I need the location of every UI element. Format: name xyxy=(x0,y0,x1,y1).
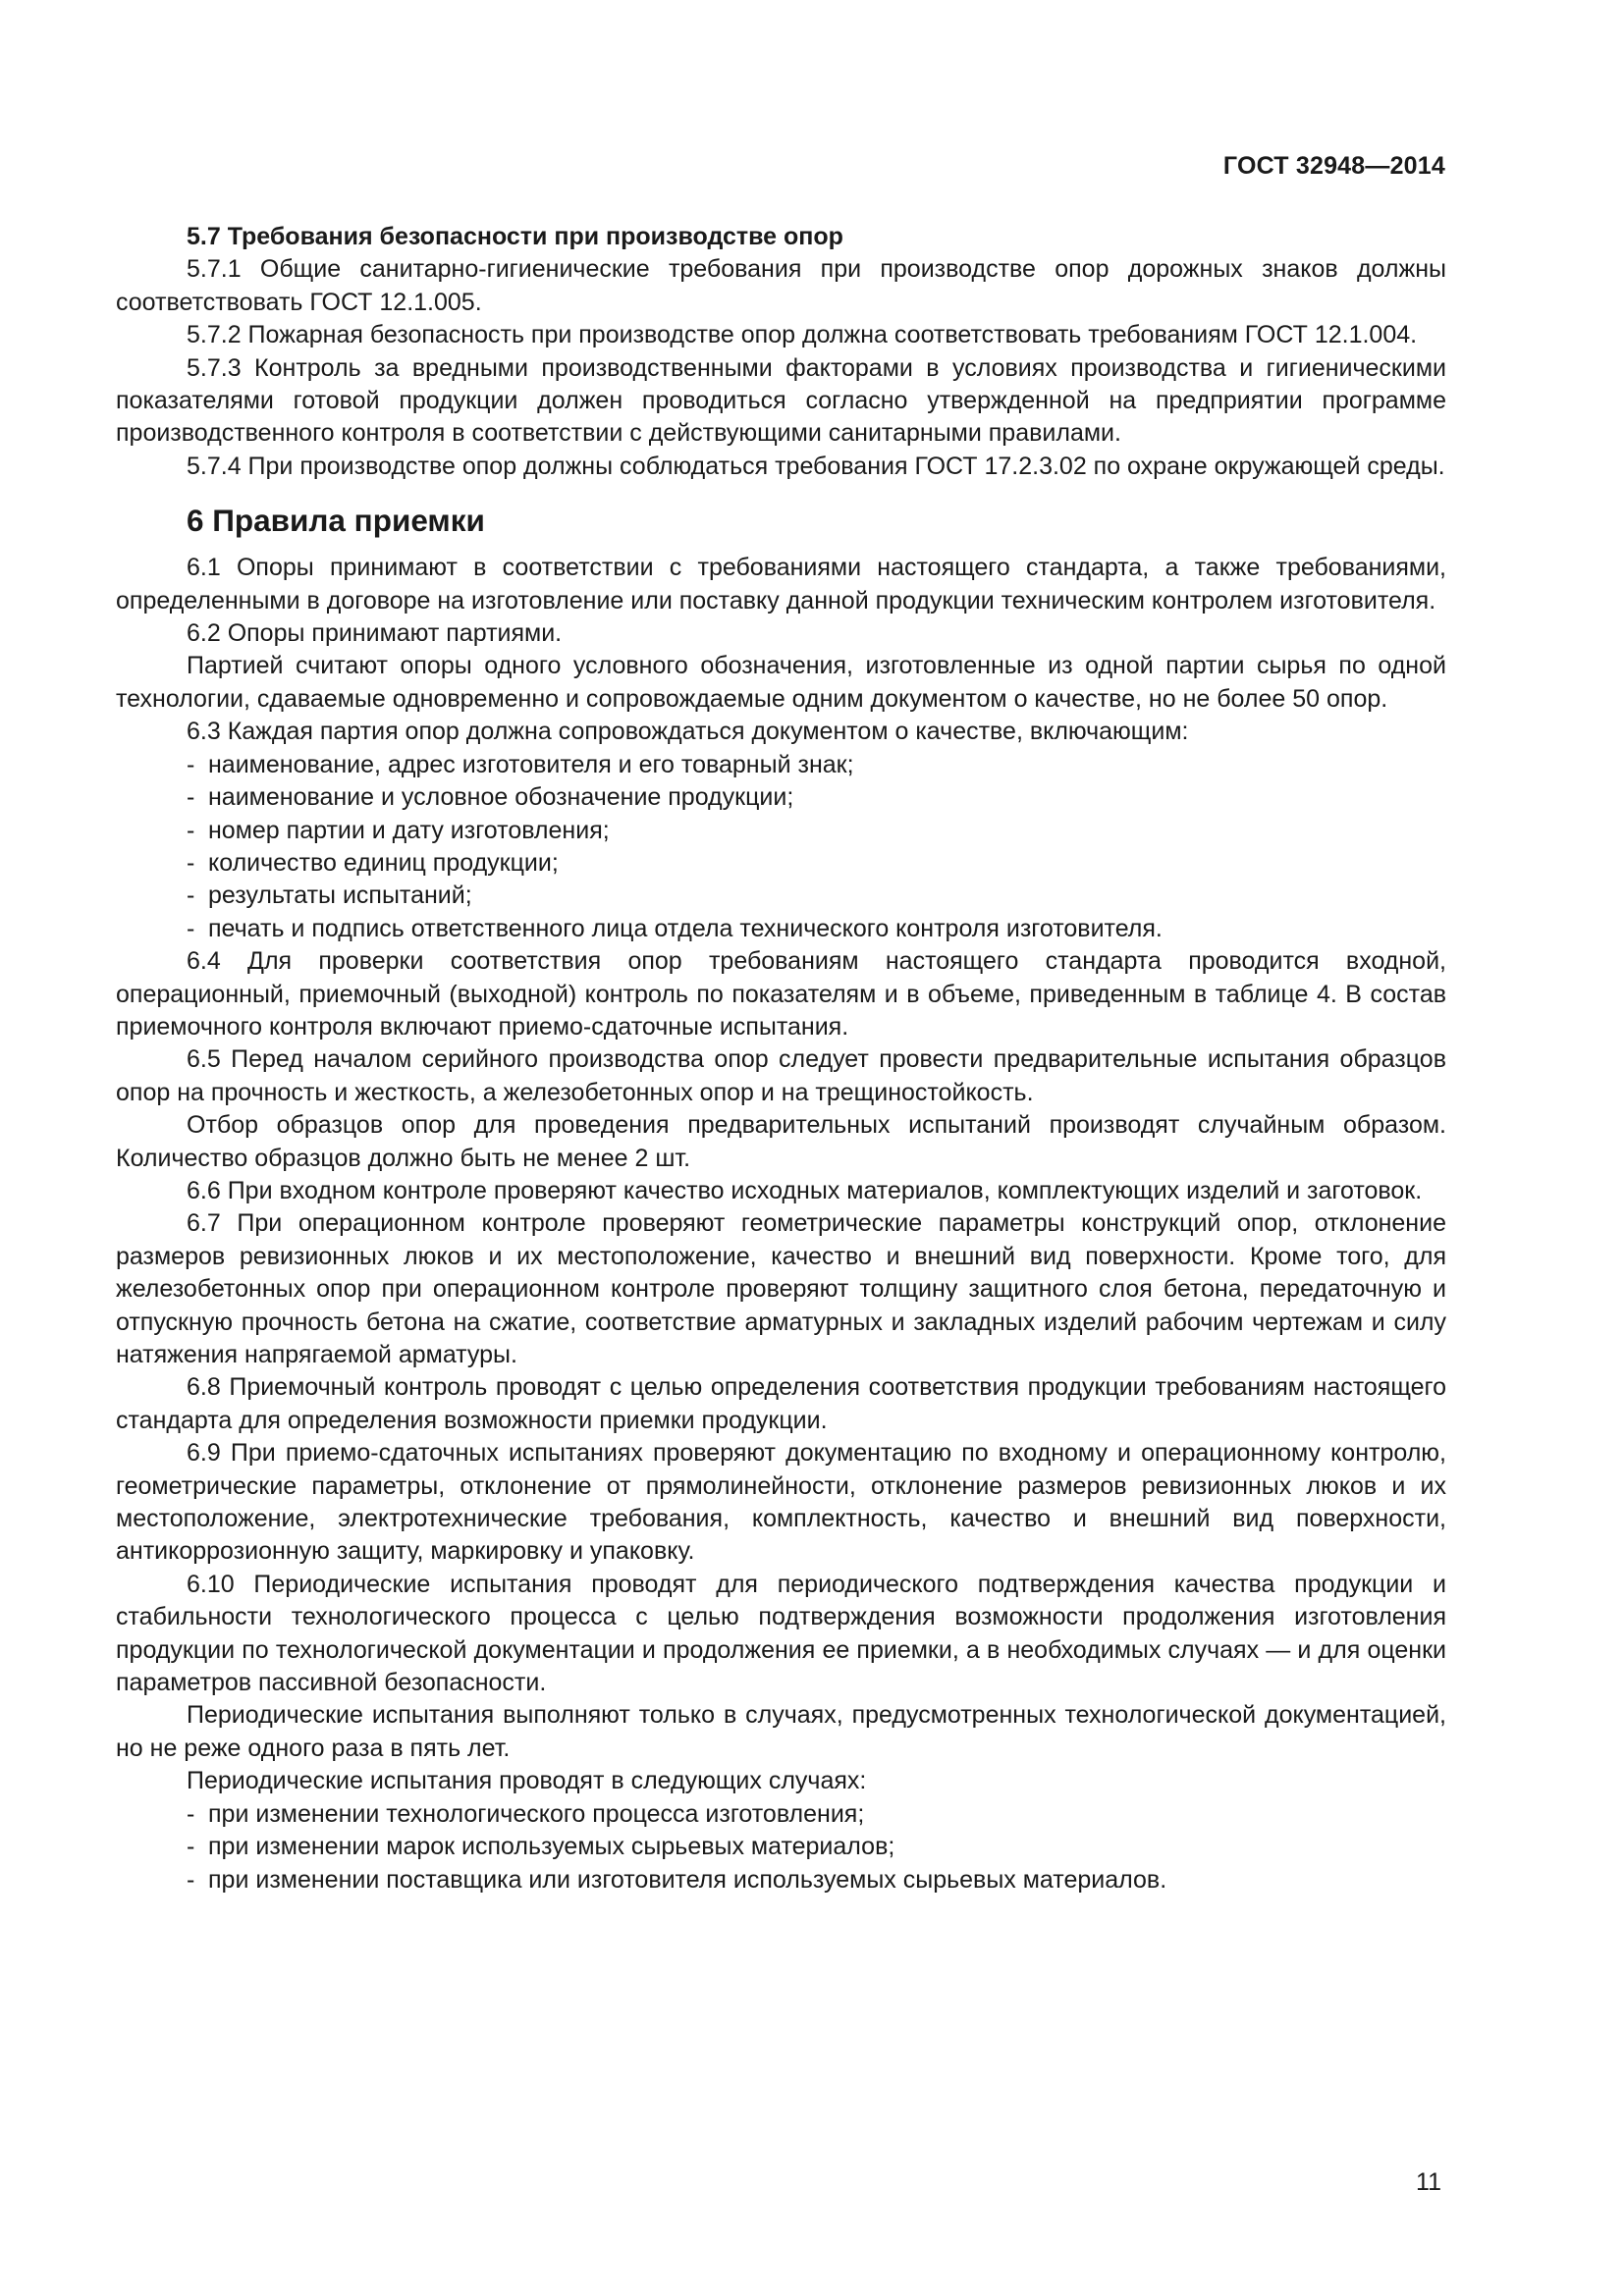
paragraph-6-8: 6.8 Приемочный контроль проводят с целью определения соответствия продукции требованиям настоящего стандарта для определения возможности приемки продукции. xyxy=(116,1373,1446,1434)
page-content xyxy=(116,221,1446,1896)
paragraph-5-7-4: 5.7.4 При производстве опор должны соблюдаться требования ГОСТ 17.2.3.02 по охране окружающей среды. xyxy=(187,452,1445,480)
paragraph-6-5: 6.5 Перед началом серийного производства опор следует провести предварительные испытания образцов опор на прочность и жесткость, а железобетонных опор и на трещиностойкость. xyxy=(116,1045,1446,1106)
paragraph-6-10-frequency: Периодические испытания выполняют только в случаях, предусмотренных технологической документацией, но не реже одного раза в пять лет. xyxy=(116,1701,1446,1762)
list-item: - при изменении марок используемых сырьевых материалов; xyxy=(187,1831,1446,1863)
list-item: - наименование, адрес изготовителя и его товарный знак; xyxy=(187,749,1446,781)
list-item: - при изменении поставщика или изготовителя используемых сырьевых материалов. xyxy=(187,1864,1446,1896)
list-item: - результаты испытаний; xyxy=(187,880,1446,912)
section-5-7-heading: 5.7 Требования безопасности при производстве опор xyxy=(187,223,843,250)
paragraph-6-3: 6.3 Каждая партия опор должна сопровождаться документом о качестве, включающим: xyxy=(187,718,1189,746)
document-id-header: ГОСТ 32948—2014 xyxy=(1222,152,1445,180)
page-number: 11 xyxy=(1416,2168,1441,2196)
paragraph-6-6: 6.6 При входном контроле проверяют качество исходных материалов, комплектующих изделий и заготовок. xyxy=(187,1176,1423,1204)
paragraph-5-7-1: 5.7.1 Общие санитарно-гигиенические требования при производстве опор дорожных знаков должны соответствовать ГОСТ 12.1.005. xyxy=(116,255,1446,316)
list-item: - номер партии и дату изготовления; xyxy=(187,815,1446,847)
list-item: - наименование и условное обозначение продукции; xyxy=(187,781,1446,814)
paragraph-6-5-sampling: Отбор образцов опор для проведения предварительных испытаний производят случайным образом. Количество образцов должно быть не менее 2 шт. xyxy=(116,1111,1446,1172)
list-item: - количество единиц продукции; xyxy=(187,847,1446,880)
list-item: - при изменении технологического процесса изготовления; xyxy=(187,1798,1446,1831)
paragraph-6-10-cases: Периодические испытания проводят в следующих случаях: xyxy=(187,1767,867,1795)
list-6-3-quality-document xyxy=(116,749,1446,945)
paragraph-6-9: 6.9 При приемо-сдаточных испытаниях проверяют документацию по входному и операционному контролю, геометрические параметры, отклонение от прямолинейности, отклонение размеров ревизионных люков и их местоположение, электротехнические требования, комплектность, качество и внешний вид поверхности, антикоррозионную защиту, маркировку и упаковку. xyxy=(116,1439,1446,1566)
paragraph-5-7-2: 5.7.2 Пожарная безопасность при производстве опор должна соответствовать требованиям ГОСТ 12.1.004. xyxy=(187,321,1418,349)
paragraph-6-4: 6.4 Для проверки соответствия опор требованиям настоящего стандарта проводится входной, операционный, приемочный (выходной) контроль по показателям и в объеме, приведенным в таблице 4. В состав приемочного контроля включают приемо-сдаточные испытания. xyxy=(116,947,1446,1041)
paragraph-6-7: 6.7 При операционном контроле проверяют геометрические параметры конструкций опор, отклонение размеров ревизионных люков и их местоположение, качество и внешний вид поверхности. Кроме того, для железобетонных опор при операционном контроле проверяют толщину защитного слоя бетона, передаточную и отпускную прочность бетона на сжатие, соответствие арматурных и закладных изделий рабочим чертежам и силу натяжения напрягаемой арматуры. xyxy=(116,1209,1446,1368)
paragraph-6-10: 6.10 Периодические испытания проводят для периодического подтверждения качества продукции и стабильности технологического процесса с целью подтверждения возможности продолжения изготовления продукции по технологической документации и продолжения ее приемки, а в необходимых случаях — и для оценки параметров пассивной безопасности. xyxy=(116,1570,1446,1697)
paragraph-5-7-3: 5.7.3 Контроль за вредными производственными факторами в условиях производства и гигиеническими показателями готовой продукции должен проводиться согласно утвержденной на предприятии программе производственного контроля в соответствии с действующими санитарными правилами. xyxy=(116,353,1446,448)
list-6-10-periodic-cases xyxy=(116,1798,1446,1896)
paragraph-6-1: 6.1 Опоры принимают в соответствии с требованиями настоящего стандарта, а также требованиями, определенными в договоре на изготовление или поставку данной продукции техническим контролем изготовителя. xyxy=(116,554,1446,614)
section-6-heading: 6 Правила приемки xyxy=(187,503,485,539)
list-item: - печать и подпись ответственного лица отдела технического контроля изготовителя. xyxy=(187,913,1446,945)
paragraph-6-2-party-definition: Партией считают опоры одного условного обозначения, изготовленные из одной партии сырья по одной технологии, сдаваемые одновременно и сопровождаемые одним документом о качестве, но не более 50 опор. xyxy=(116,652,1446,713)
paragraph-6-2: 6.2 Опоры принимают партиями. xyxy=(187,619,563,648)
